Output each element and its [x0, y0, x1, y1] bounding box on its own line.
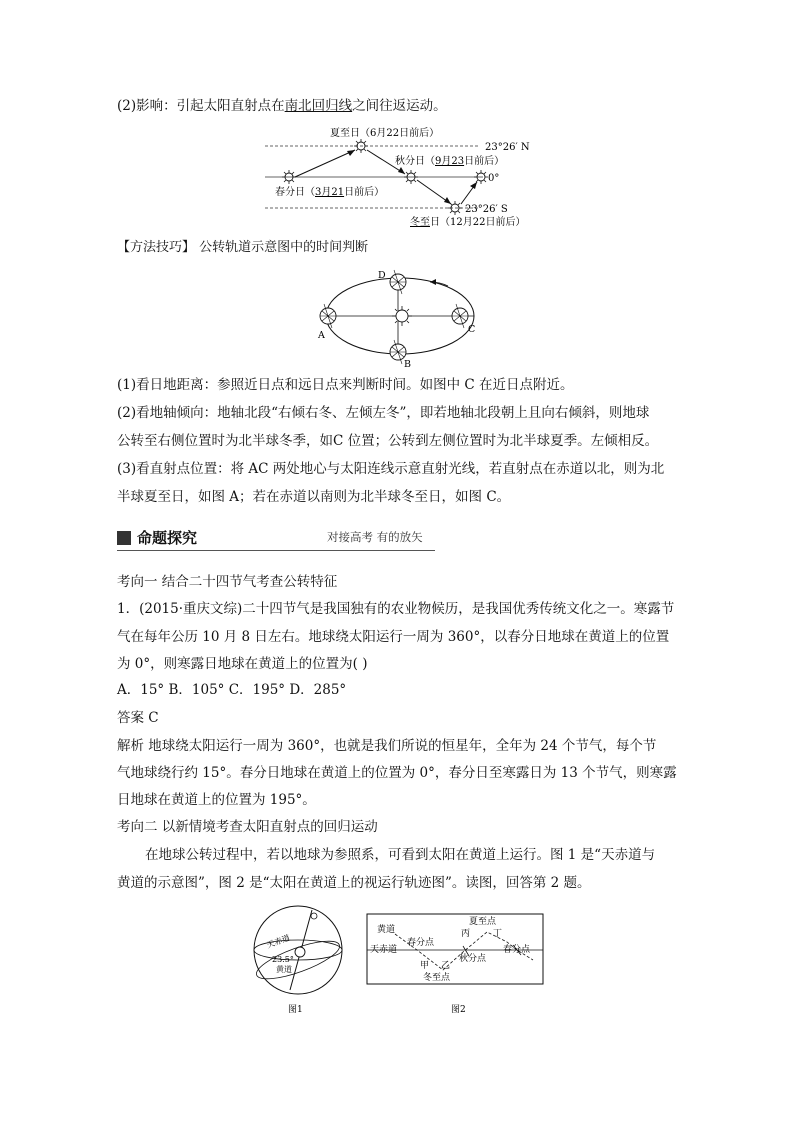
- fig2-jia-label: 甲: [420, 961, 430, 971]
- method-p3a: (3)看直射点位置：将 AC 两处地心与太阳连线示意直射光线，若直射点在赤道以北，则为北: [117, 461, 665, 477]
- influence-line: (2)影响：引起太阳直射点在南北回归线之间往返运动。: [117, 98, 447, 114]
- q1-line1: 1．(2015·重庆文综)二十四节气是我国独有的农业物候历，是我国优秀传统文化之一。寒露节: [117, 601, 675, 617]
- fig2-bing-label: 丙: [461, 929, 471, 939]
- section-divider: [117, 550, 435, 551]
- q1-answer: 答案 C: [117, 710, 159, 726]
- method-p2a: (2)看地轴倾向：地轴北段“右倾右冬、左倾左冬”，即若地轴北段朝上且向右倾斜，则地球: [117, 405, 650, 421]
- method-p1: (1)看日地距离：参照近日点和远日点来判断时间。如图中 C 在近日点附近。: [117, 377, 574, 393]
- q1-exp3: 日地球在黄道上的位置为 195°。: [117, 792, 316, 808]
- method-p3b: 半球夏至日，如图 A；若在赤道以南则为北半球冬至日，如图 C。: [117, 489, 511, 505]
- fig2-autumn-label: 秋分点: [459, 954, 487, 964]
- earth-icon: [320, 274, 468, 360]
- method-title: 【方法技巧】 公转轨道示意图中的时间判断: [117, 240, 369, 255]
- spring-equinox-label: 春分日（3月21日前后）: [275, 187, 385, 198]
- q2-heading: 考向二 以新情境考查太阳直射点的回归运动: [117, 819, 378, 835]
- orbit-label-b: B: [404, 359, 411, 368]
- fig2-ding-label: 丁: [493, 929, 503, 939]
- direct-point-diagram: [255, 124, 555, 230]
- fig1-caption: 图1: [288, 1005, 303, 1015]
- sun-icon: [392, 306, 412, 326]
- lat-north-label: 23°26′ N: [485, 142, 530, 153]
- orbit-diagram: [310, 264, 490, 368]
- q1-exp2: 气地球绕行约 15°。春分日地球在黄道上的位置为 0°，春分日至寒露日为 13 个节气，则寒露: [117, 765, 677, 781]
- q1-line3: 为 0°，则寒露日地球在黄道上的位置为( ): [117, 656, 368, 672]
- q2-line2: 黄道的示意图”，图 2 是“太阳在黄道上的视运行轨迹图”。读图，回答第 2 题。: [117, 875, 591, 891]
- figure-1: [250, 900, 350, 1018]
- moon-icon: [311, 913, 317, 919]
- q1-heading: 考向一 结合二十四节气考查公转特征: [117, 574, 338, 590]
- lat-south-label: 23°26′ S: [465, 204, 508, 215]
- fig2-spring1-label: 春分点: [407, 938, 435, 948]
- fig2-yi-label: 乙: [441, 961, 451, 971]
- orbit-label-d: D: [378, 270, 386, 281]
- method-p2b: 公转至右侧位置时为北半球冬季，如C 位置；公转到左侧位置时为北半球夏季。左倾相反。: [117, 433, 659, 449]
- fig2-spring2-label: 春分点: [503, 945, 531, 955]
- fig2-equator-label: 天赤道: [370, 945, 398, 955]
- orbit-label-c: C: [468, 324, 476, 335]
- summer-solstice-label: 夏至日（6月22日前后）: [330, 128, 440, 139]
- winter-solstice-label: 冬至日（12月22日前后）: [410, 217, 526, 228]
- fig1-ecliptic-label: 黄道: [276, 965, 292, 974]
- q1-line2: 气在每年公历 10 月 8 日左右。地球绕太阳运行一周为 360°，以春分日地球在黄道上的位置: [117, 629, 670, 645]
- fig1-equator-label: 天赤道: [265, 933, 292, 950]
- tropics-term: 南北回归线: [284, 98, 353, 114]
- fig2-summer-label: 夏至点: [469, 917, 497, 927]
- fig2-winter-label: 冬至点: [423, 973, 451, 983]
- section-subtitle: 对接高考 有的放矢: [327, 530, 423, 544]
- fig2-caption: 图2: [451, 1005, 466, 1015]
- fig2-ecliptic-label: 黄道: [377, 925, 396, 935]
- section-header: [117, 526, 435, 552]
- q1-options: A．15° B．105° C．195° D．285°: [117, 682, 347, 698]
- fig1-angle-label: 23.5°: [272, 955, 294, 964]
- orbit-label-a: A: [318, 330, 325, 341]
- section-title: 命题探究: [137, 529, 198, 547]
- section-square-icon: [117, 531, 131, 545]
- q1-exp1: 解析 地球绕太阳运行一周为 360°，也就是我们所说的恒星年，全年为 24 个节气，每个节: [117, 738, 657, 754]
- q2-line1: 在地球公转过程中，若以地球为参照系，可看到太阳在黄道上运行。图 1 是“天赤道与: [145, 847, 656, 863]
- lat-zero-label: 0°: [488, 173, 500, 184]
- autumn-equinox-label: 秋分日（9月23日前后）: [395, 156, 505, 167]
- figure-2: [365, 912, 545, 1018]
- earth-icon: [295, 947, 305, 957]
